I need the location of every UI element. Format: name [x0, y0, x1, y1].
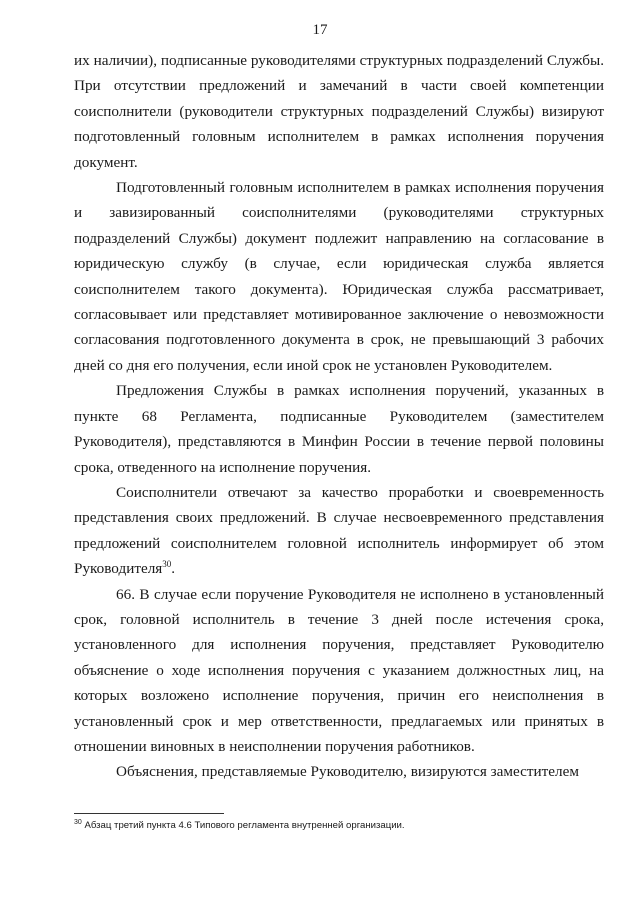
footnote-number: 30 — [74, 818, 82, 826]
paragraph-text: 66. В случае если поручение Руководителя не исполнено в установленный срок, головной исполнитель в течение 3 дней после истечения срока, установленного для исполнения поручения, представляет Руководителю объяснение о ходе исполнения поручения с указанием должностных лиц, на которых возложено исполнение поручения, причин его неисполнения в установленный срок и мер ответственности, предлагаемых или принятых в отношении виновных в неисполнении поручения работников. — [74, 585, 604, 755]
footnote-text: Абзац третий пункта 4.6 Типового регламента внутренней организации. — [84, 820, 405, 831]
paragraph-5 — [74, 582, 604, 760]
paragraph-text: Объяснения, представляемые Руководителю, визируются заместителем — [116, 763, 579, 781]
footnote — [74, 819, 604, 832]
footnote-separator — [74, 813, 224, 814]
paragraph-text: Предложения Службы в рамках исполнения поручений, указанных в пункте 68 Регламента, подписанные Руководителем (заместителем Руководителя), представляются в Минфин России в течение первой половины срока, отведенного на исполнение поручения. — [74, 382, 604, 476]
paragraph-1 — [74, 48, 604, 175]
paragraph-text: их наличии), подписанные руководителями структурных подразделений Службы. При отсутствии предложений и замечаний в части своей компетенции соисполнители (руководители структурных подразделений Службы) визируют подготовленный головным исполнителем в рамках исполнения поручения документ. — [74, 52, 604, 171]
footnote-reference: 30 — [162, 559, 172, 570]
paragraph-2 — [74, 175, 604, 378]
paragraph-3 — [74, 378, 604, 480]
page-number: 17 — [312, 22, 328, 38]
paragraph-text: Соисполнители отвечают за качество проработки и своевременность представления своих предложений. В случае несвоевременного представления предложений соисполнителем головной исполнитель информирует об этом Руководителя — [74, 483, 604, 578]
document-body — [74, 48, 604, 785]
paragraph-text: Подготовленный головным исполнителем в рамках исполнения поручения и завизированный соисполнителями (руководителями структурных подразделений Службы) документ подлежит направлению на согласование в юридическую службу (в случае, если юридическая служба является соисполнителем такого документа). Юридическая служба рассматривает, согласовывает или представляет мотивированное заключение о невозможности согласования подготовленного документа в срок, не превышающий 3 рабочих дней со дня его получения, если иной срок не установлен Руководителем. — [74, 179, 604, 374]
paragraph-6 — [74, 759, 604, 784]
paragraph-4: Соисполнители отвечают за качество проработки и своевременность представления своих предложений. В случае несвоевременного представления предложений соисполнителем головной исполнитель информирует об этом Руководителя$^{30}$. — [74, 483, 604, 578]
